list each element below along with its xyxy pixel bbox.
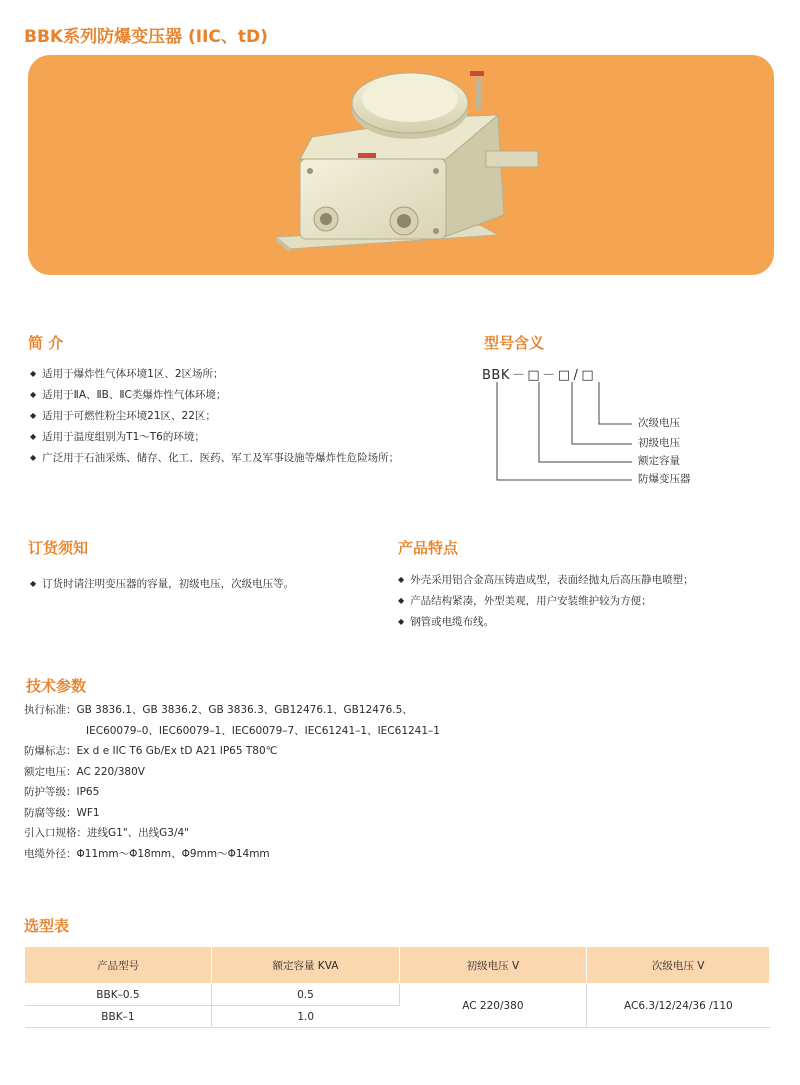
bullet-diamond-icon: ◆ xyxy=(398,596,405,605)
spec-line: 电缆外径：Φ11mm～Φ18mm、Φ9mm～Φ14mm xyxy=(24,847,270,860)
capacity-cell: 1.0 xyxy=(212,1006,399,1028)
model-cell: BBK–0.5 xyxy=(25,984,212,1006)
bullet-diamond-icon: ◆ xyxy=(30,432,37,441)
column-header: 初级电压 V xyxy=(399,947,587,984)
capacity-cell: 0.5 xyxy=(212,984,399,1006)
spec-line: 额定电压：AC 220/380V xyxy=(24,765,145,778)
list-item: ◆ 钢管或电缆布线。 xyxy=(398,616,495,628)
page-title: BBK系列防爆变压器 (IIC、tD) xyxy=(24,27,268,47)
model-code: BBK － □ － □ / □ xyxy=(482,368,595,383)
model-diagram xyxy=(482,358,742,498)
product-photo xyxy=(28,55,774,275)
product-banner xyxy=(28,55,774,275)
intro-list xyxy=(30,364,399,469)
intro-heading: 简 介 xyxy=(28,334,64,352)
list-item: ◆ 订货时请注明变压器的容量，初级电压，次级电压等。 xyxy=(30,578,295,590)
secondary-voltage-cell: AC6.3/12/24/36 /110 xyxy=(587,984,770,1028)
model-heading: 型号含义 xyxy=(484,334,545,352)
bullet-diamond-icon: ◆ xyxy=(30,453,37,462)
bullet-diamond-icon: ◆ xyxy=(30,390,37,399)
primary-voltage-cell: AC 220/380 xyxy=(399,984,587,1028)
column-header: 产品型号 xyxy=(25,947,212,984)
selection-heading: 选型表 xyxy=(24,917,70,935)
features-list xyxy=(398,570,694,633)
bullet-diamond-icon: ◆ xyxy=(30,579,37,588)
list-item: ◆ 适用于可燃性粉尘环境21区、22区； xyxy=(30,410,216,422)
order-heading: 订货须知 xyxy=(28,539,89,557)
list-item: ◆ 产品结构紧凑，外型美观，用户安装维护较为方便； xyxy=(398,595,652,607)
table-row xyxy=(25,984,770,1006)
spec-line: 防爆标志：Ex d e IIC T6 Gb/Ex tD A21 IP65 T80℃ xyxy=(24,745,278,757)
model-label-primary: 初级电压 xyxy=(638,437,680,449)
bullet-diamond-icon: ◆ xyxy=(30,369,37,378)
order-list xyxy=(30,574,294,595)
column-header: 次级电压 V xyxy=(587,947,770,984)
features-heading: 产品特点 xyxy=(398,539,459,557)
spec-line: 防护等级：IP65 xyxy=(24,786,100,798)
model-cell: BBK–1 xyxy=(25,1006,212,1028)
table-header-row xyxy=(25,947,770,984)
bullet-diamond-icon: ◆ xyxy=(30,411,37,420)
model-label-type: 防爆变压器 xyxy=(638,473,691,485)
spec-line: 防腐等级：WF1 xyxy=(24,806,100,819)
list-item: ◆ 适用于ⅡA、ⅡB、ⅡC类爆炸性气体环境； xyxy=(30,389,227,401)
bullet-diamond-icon: ◆ xyxy=(398,575,405,584)
list-item: ◆ 外壳采用铝合金高压铸造成型，表面经抛丸后高压静电喷塑； xyxy=(398,574,694,586)
model-label-capacity: 额定容量 xyxy=(638,455,680,467)
spec-line: 引入口规格：进线G1"、出线G3/4" xyxy=(24,827,190,839)
tech-spec-list xyxy=(24,700,440,864)
list-item: ◆ 适用于温度组别为T1～T6的环境； xyxy=(30,431,205,443)
primary-box: □ xyxy=(557,368,571,383)
bullet-diamond-icon: ◆ xyxy=(398,617,405,626)
column-header: 额定容量 KVA xyxy=(212,947,399,984)
spec-line: IEC60079–0、IEC60079–1、IEC60079–7、IEC61241–1、IEC61241–1 xyxy=(86,724,440,737)
model-connector-lines xyxy=(482,358,742,498)
spec-line: 执行标准：GB 3836.1、GB 3836.2、GB 3836.3、GB12476.1、GB12476.5、 xyxy=(24,704,413,716)
tech-heading: 技术参数 xyxy=(26,677,87,695)
list-item: ◆ 适用于爆炸性气体环境1区、2区场所； xyxy=(30,368,224,380)
selection-table xyxy=(24,946,770,1028)
secondary-box: □ xyxy=(581,368,595,383)
model-label-secondary: 次级电压 xyxy=(638,417,680,429)
capacity-box: □ xyxy=(527,368,541,383)
list-item: ◆ 广泛用于石油采炼、储存、化工、医药、军工及军事设施等爆炸性危险场所； xyxy=(30,452,400,464)
